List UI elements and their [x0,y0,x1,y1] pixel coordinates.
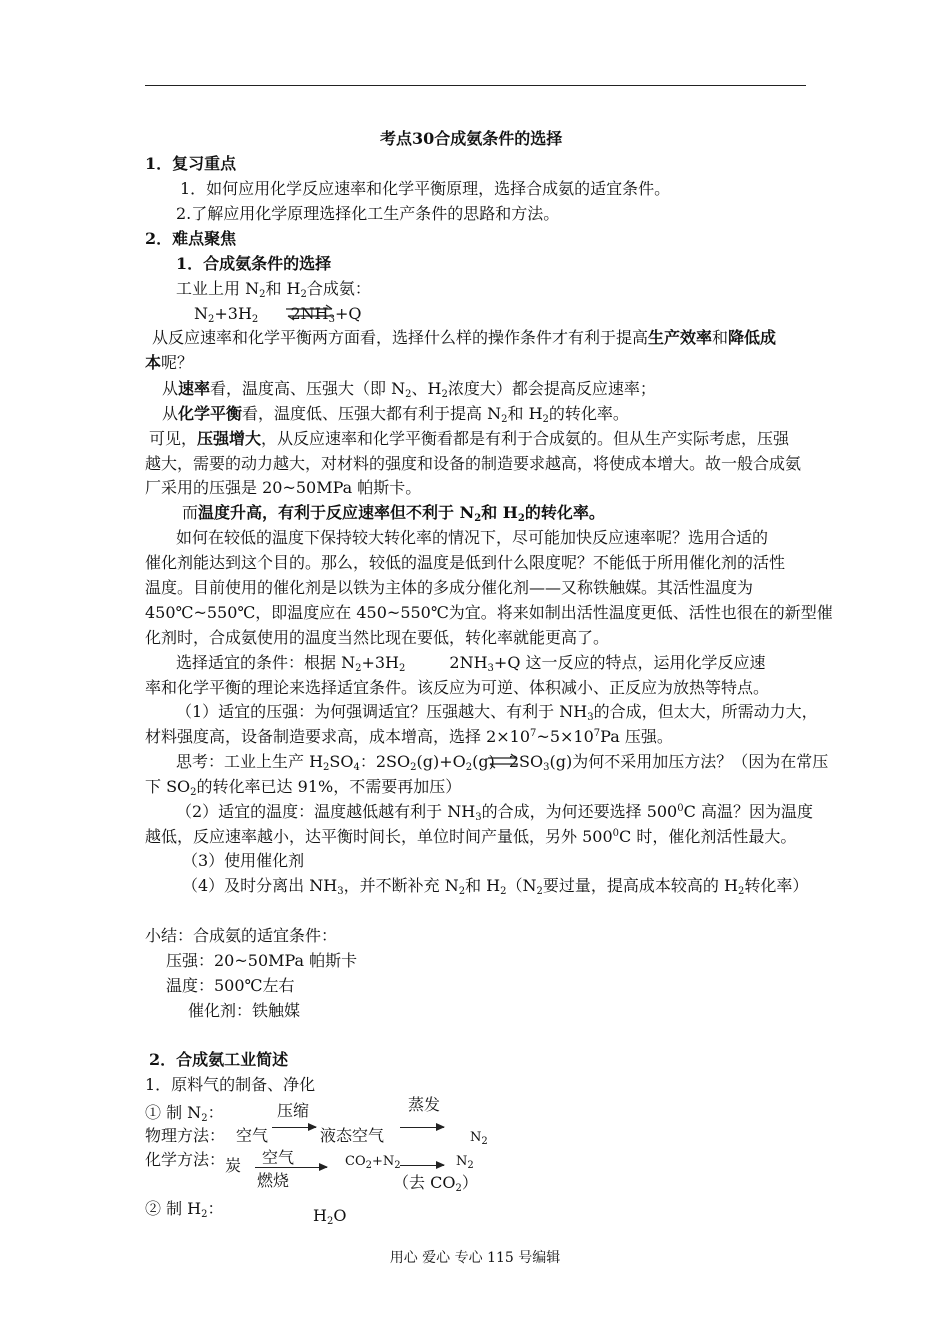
reaction-equation-1: $N_2+3H_2$ $2NH_3+Q$ [194,304,362,325]
paragraph-suitable-temp-line-1: （2）适宜的温度：温度越低越有利于 $NH_3$的合成，为何还要选择 $500^0C$ 高温？因为温度 [176,802,813,823]
arrow-remove-co2 [400,1165,444,1166]
paragraph-suitable-pressure-line-1: （1）适宜的压强：为何强调适宜？压强越大、有利于 $NH_3$的合成，但太大，所需动力大， [176,702,818,723]
review-item-2: 2.了解应用化学原理选择化工生产条件的思路和方法。 [176,204,560,223]
n2-product-chemical: $N_2$ [456,1154,474,1171]
summary-temperature: 温度：500℃左右 [166,976,295,995]
reversible-arrow-2 [486,751,520,771]
reversible-arrow-1 [284,303,336,323]
compress-label: 压缩 [277,1101,310,1120]
paragraph-catalyst-line-3: 温度。目前使用的催化剂是以铁为主体的多成分催化剂——又称铁触媒。其活性温度为 [145,578,754,597]
paragraph-separate-nh3: （4）及时分离出 $NH_3$，并不断补充 $N_2$和 $H_2(N_2$要过量，提高成本较高的 $H_2$转化率） [182,876,809,897]
subheading-conditions: 1．合成氨条件的选择 [176,254,332,273]
paragraph-pressure-line-3: 厂采用的压强是 20~50MPa 帕斯卡。 [145,478,422,497]
industry-line: 工业上用 $N_2$和 $H_2$合成氨： [176,279,371,300]
air-label-2: 空气 [262,1148,295,1167]
raw-gas-heading: 1．原料气的制备、净化 [145,1075,316,1094]
paragraph-conditions-line-2: 率和化学平衡的理论来选择适宜条件。该反应为可逆、体积减小、正反应为放热等特点。 [145,678,770,697]
chemical-method-label: 化学方法： [145,1150,226,1169]
paragraph-catalyst-line-2: 催化剂能达到这个目的。那么，较低的温度是低到什么限度呢？不能低于所用催化剂的活性 [145,553,786,572]
n2-label: ① 制 $N_2$： [145,1103,224,1124]
burn-label: 燃烧 [257,1171,290,1190]
paragraph-1-line-1: 从反应速率和化学平衡两方面看，选择什么样的操作条件才有利于提高生产效率和降低成 [152,328,777,347]
remove-co2-label: （去 $CO_2$） [393,1173,478,1194]
paragraph-pressure-line-1: 可见，压强增大，从反应速率和化学平衡看都是有利于合成氨的。但从生产实际考虑，压强 [149,429,790,448]
paragraph-1-line-2: 本呢？ [145,353,194,372]
page-footer: 用心 爱心 专心 115 号编辑 [389,1250,561,1266]
review-item-1: 1．如何应用化学反应速率和化学平衡原理，选择合成氨的适宜条件。 [180,179,671,198]
physical-method-label: 物理方法： [145,1126,226,1145]
air-label: 空气 [236,1126,269,1145]
paragraph-suitable-pressure-line-2: 材料强度高，设备制造要求高，成本增高，选择 $2\times 10^7\sim 5\times 10^7Pa$ 压强。 [145,727,673,746]
liquid-air-label: 液态空气 [320,1126,385,1145]
summary-title: 小结：合成氨的适宜条件： [145,926,338,945]
paragraph-use-catalyst: （3）使用催化剂 [182,851,305,870]
paragraph-catalyst-line-5: 化剂时，合成氨使用的温度当然比现在要低，转化率就能更高了。 [145,628,610,647]
evaporate-label: 蒸发 [408,1095,441,1114]
h2-label: ② 制 $H_2$： [145,1199,224,1220]
paragraph-rate: 从速率看，温度高、压强大（即 $N_2$、$H_2$浓度大）都会提高反应速率； [162,379,656,400]
arrow-burn [255,1167,327,1168]
n2-product-physical: $N_2$ [470,1130,488,1147]
section-heading-difficulty: 2．难点聚焦 [145,229,237,248]
paragraph-suitable-temp-line-2: 越低，反应速率越小，达平衡时间长，单位时间产量低，另外 $500^0C$ 时，催化剂活性最大。 [145,827,797,846]
water-label: $H_2O$ [313,1206,347,1227]
summary-pressure: 压强：20~50MPa 帕斯卡 [166,951,358,970]
paragraph-pressure-line-2: 越大，需要的动力越大，对材料的强度和设备的制造要求越高，将使成本增大。故一般合成氨 [145,454,802,473]
paragraph-temperature: 而温度升高，有利于反应速率但不利于 $N_2$和 $H_2$的转化率。 [182,503,605,524]
carbon-label: 炭 [225,1156,242,1175]
subheading-industry: 2．合成氨工业简述 [149,1050,289,1069]
paragraph-think-line-1: 思考：工业上生产 $H_2SO_4$：$2SO_2(g)+O_2(g)$ $2SO_3(g)$为何不采用加压方法？（因为在常压 [176,752,829,773]
paragraph-catalyst-line-1: 如何在较低的温度下保持较大转化率的情况下，尽可能加快反应速率呢？选用合适的 [176,528,769,547]
arrow-evaporate [400,1127,444,1128]
paragraph-think-line-2: 下 $SO_2$的转化率已达 91%，不需要再加压） [145,777,462,798]
page-title: 考点30合成氨条件的选择 [380,129,563,148]
paragraph-equilibrium: 从化学平衡看，温度低、压强大都有利于提高 $N_2$和 $H_2$的转化率。 [162,404,629,425]
section-heading-review: 1．复习重点 [145,154,237,173]
paragraph-conditions-line-1: 选择适宜的条件：根据 $N_2+3H_2$ $2NH_3+Q$ 这一反应的特点，运用化学反应速 [176,653,766,674]
summary-catalyst: 催化剂：铁触媒 [188,1001,301,1020]
co2-n2-label: $CO_2+N_2$ [345,1154,401,1171]
arrow-compress [272,1127,316,1128]
paragraph-catalyst-line-4: 450℃~550℃，即温度应在 450~550℃为宜。将来如制出活性温度更低、活性也很在的新型催 [145,603,833,622]
header-rule [145,85,806,86]
